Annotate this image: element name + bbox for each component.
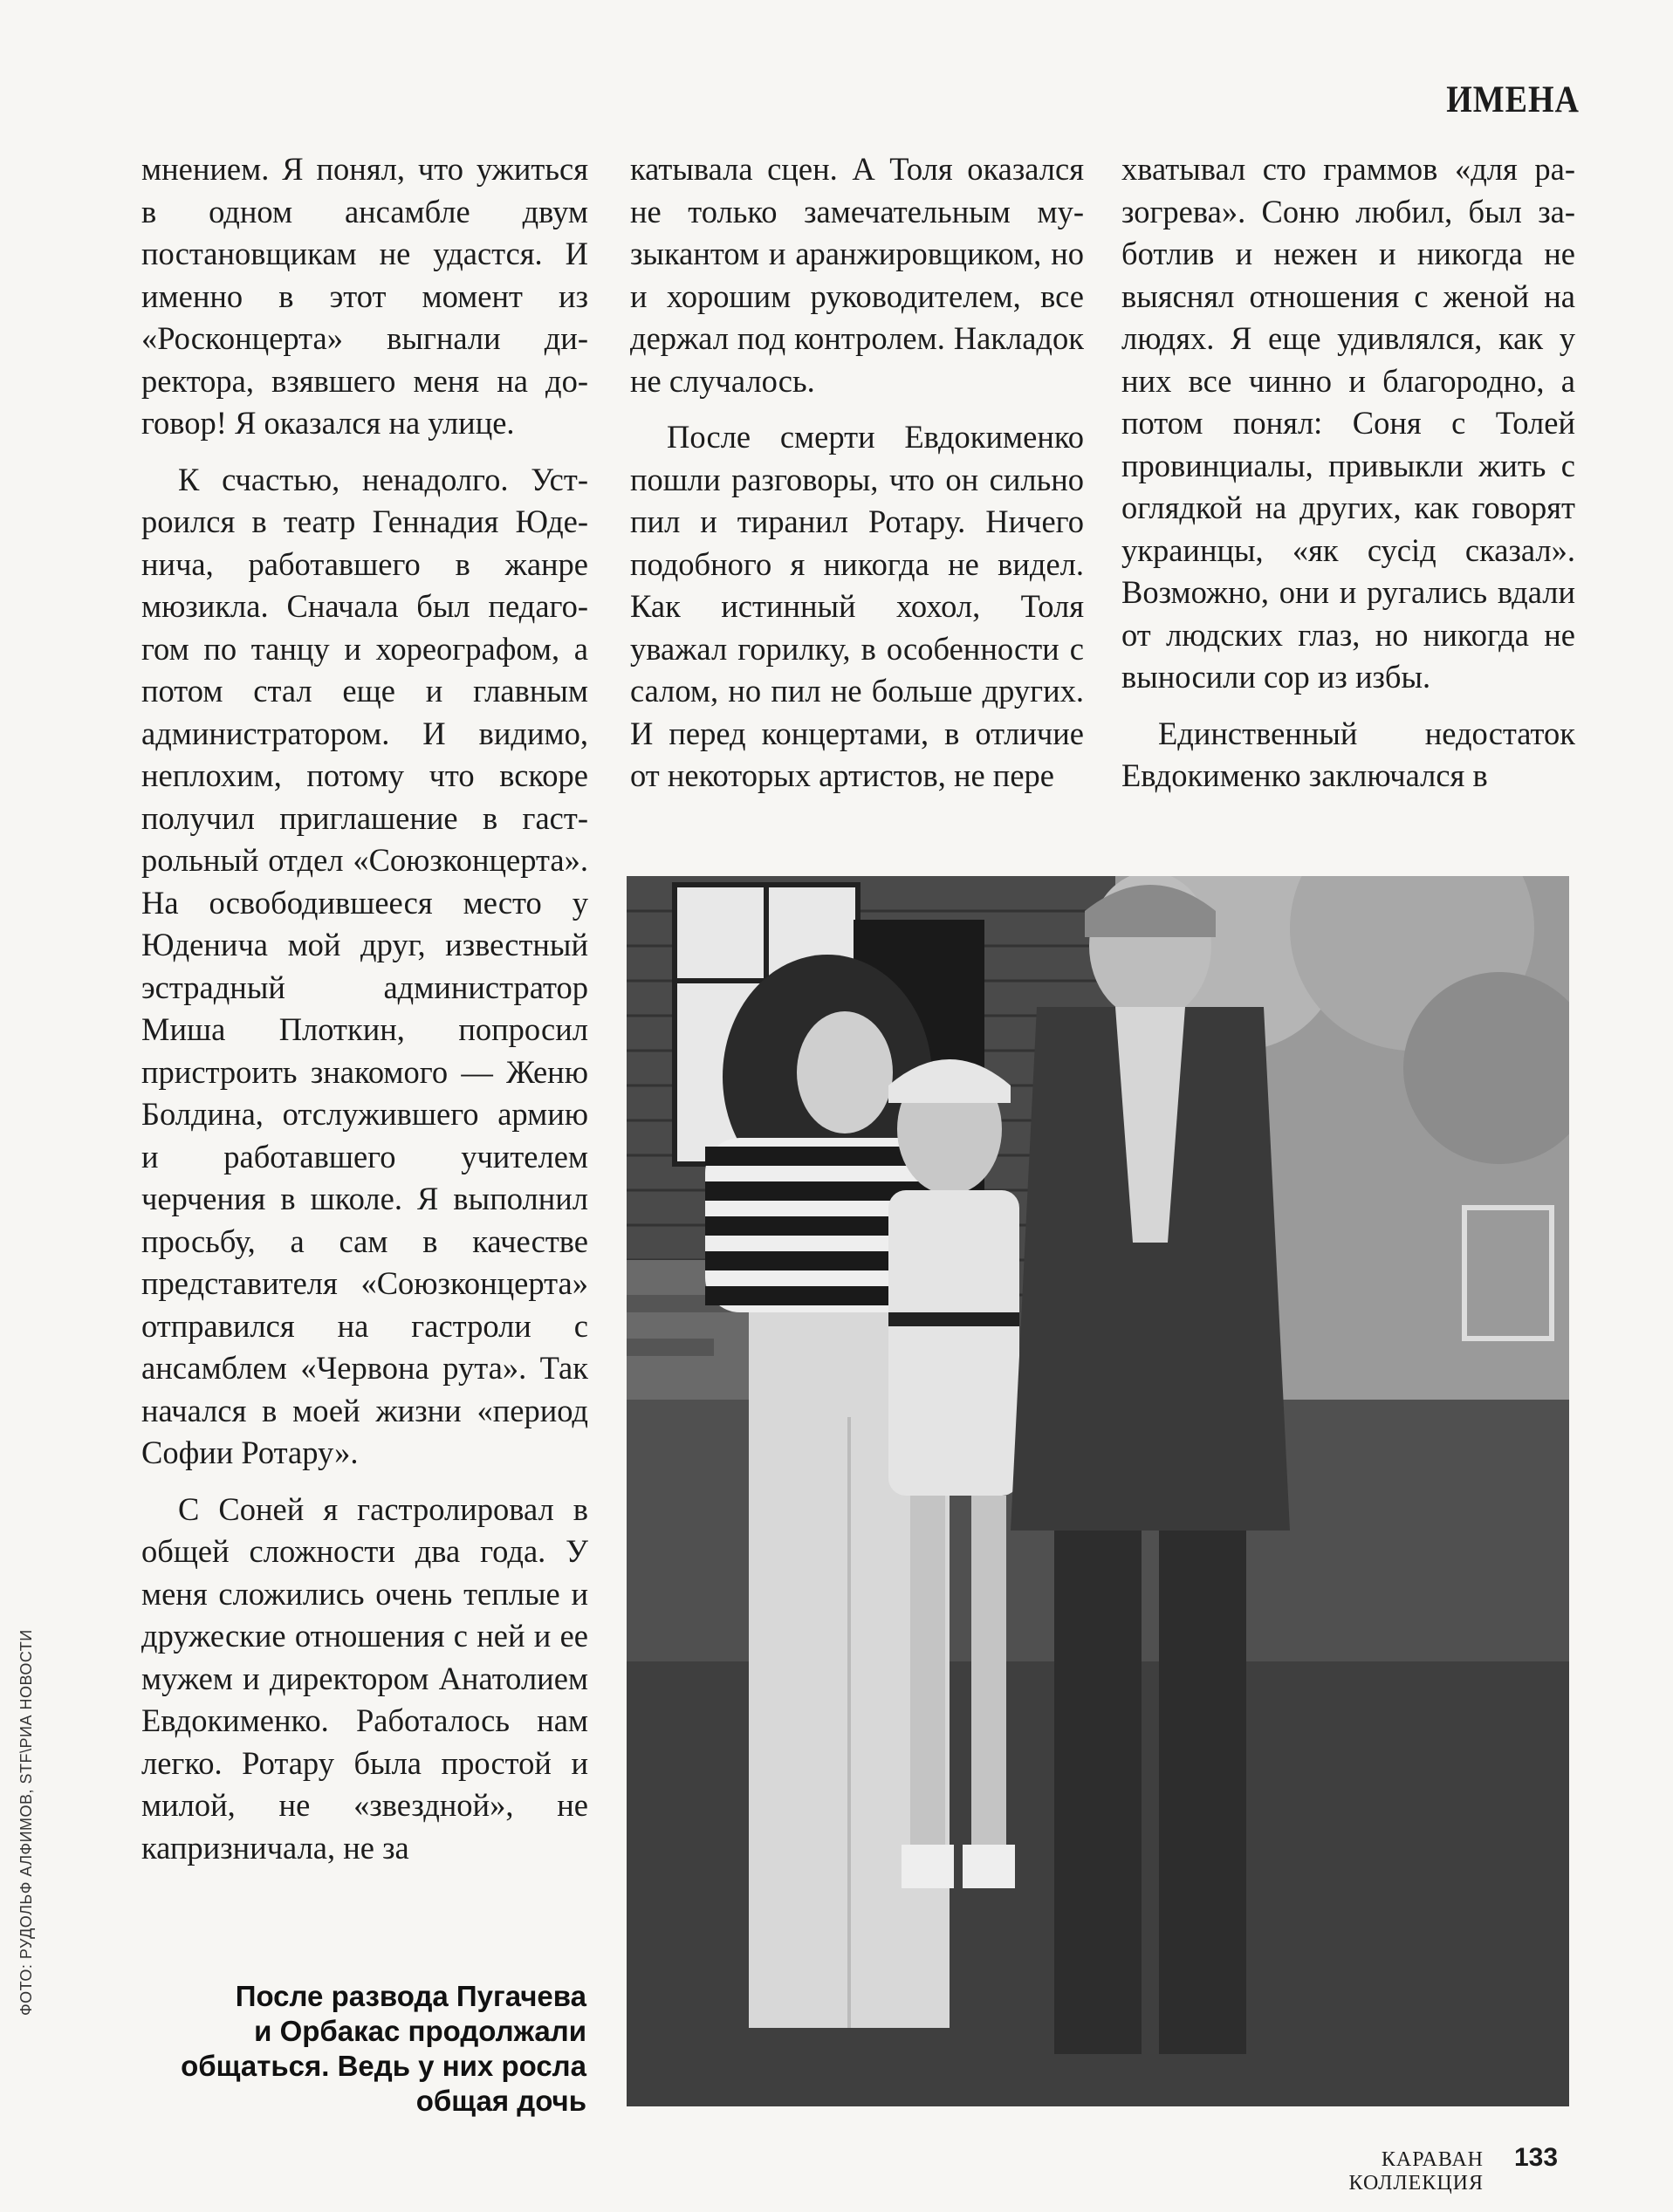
paragraph: С Соней я гастролировал в общей сложности два года. У меня сложились очень теплые и дружеские отношения с ней и ее мужем и директором Анатолием Евдокименко. Работалось нам легко. Ротару была простой и милой, не «звездной», не капризничала, не за bbox=[141, 1490, 588, 1866]
article-column-3 bbox=[1121, 148, 1575, 812]
paragraph: К счастью, ненадолго. Устроился в театр Геннадия Юденича, работавшего в жанре мюзикла. Сначала был педагогом по танцу и хореографом, а потом стал еще и главным администратором. И видимо, неплохим, потому что вскоре получил приглашение в гастрольный отдел «Союзконцерта». На освободившееся место у Юденича мой друг, известный эстрадный администратор Миша Плоткин, попросил пристроить знакомого — Женю Болдина, отслужившего армию и работавшего учителем черчения в школе. Я выполнил просьбу, а сам в качестве представителя «Союзконцерта» отправился на гастроли с ансамблем «Червона рута». Так начался в моей жизни «период Софии Ротару». bbox=[141, 461, 588, 1470]
caption-line: и Орбакас продолжали bbox=[254, 2015, 586, 2047]
article-column-1 bbox=[141, 148, 588, 1883]
caption-line: общаться. Ведь у них росла bbox=[181, 2050, 586, 2082]
caption-line: общая дочь bbox=[415, 2085, 586, 2117]
page-number: 133 bbox=[1514, 2143, 1559, 2172]
paragraph: После смерти Евдокименко пошли разговоры, что он сильно пил и тиранил Ротару. Ничего подобного я никогда не видел. Как истинный хохол, Толя уважал горилку, в особенности с салом, но пил не больше других. И перед концертами, в отличие от некоторых артистов, не пере bbox=[630, 419, 1084, 793]
photo-caption bbox=[175, 1979, 586, 2119]
photograph bbox=[627, 876, 1569, 2106]
paragraph: Единственный недостаток Евдокименко заключался в bbox=[1121, 715, 1575, 793]
photo-credit: ФОТО: РУДОЛЬФ АЛФИМОВ, STF\РИА НОВОСТИ bbox=[17, 1629, 35, 2016]
magazine-name: КАРАВАН КОЛЛЕКЦИЯ bbox=[1348, 2148, 1484, 2195]
paragraph: катывала сцен. А Толя оказался не только замечательным музыкантом и аранжировщиком, но и хорошим руководителем, все держал под контролем. Накладок не случалось. bbox=[630, 151, 1084, 399]
section-tag: ИМЕНА bbox=[1446, 78, 1580, 121]
article-column-2 bbox=[630, 148, 1084, 812]
paragraph: мнением. Я понял, что ужиться в одном ансамбле двум постановщикам не удастся. И именно в этот момент из «Росконцерта» выгнали директора, взявшего меня на договор! Я оказался на улице. bbox=[141, 151, 588, 441]
caption-line: После развода Пугачева bbox=[235, 1980, 586, 2012]
paragraph: хватывал сто граммов «для разогрева». Соню любил, был заботлив и нежен и никогда не выяснял отношения с женой на людях. Я еще удивлялся, как у них все чинно и благородно, а потом понял: Соня с Толей провинциалы, привыкли жить с оглядкой на других, как говорят украинцы, «як сусід сказал». Возможно, они и ругались вдали от людских глаз, но никогда не выносили сор из избы. bbox=[1121, 151, 1575, 695]
